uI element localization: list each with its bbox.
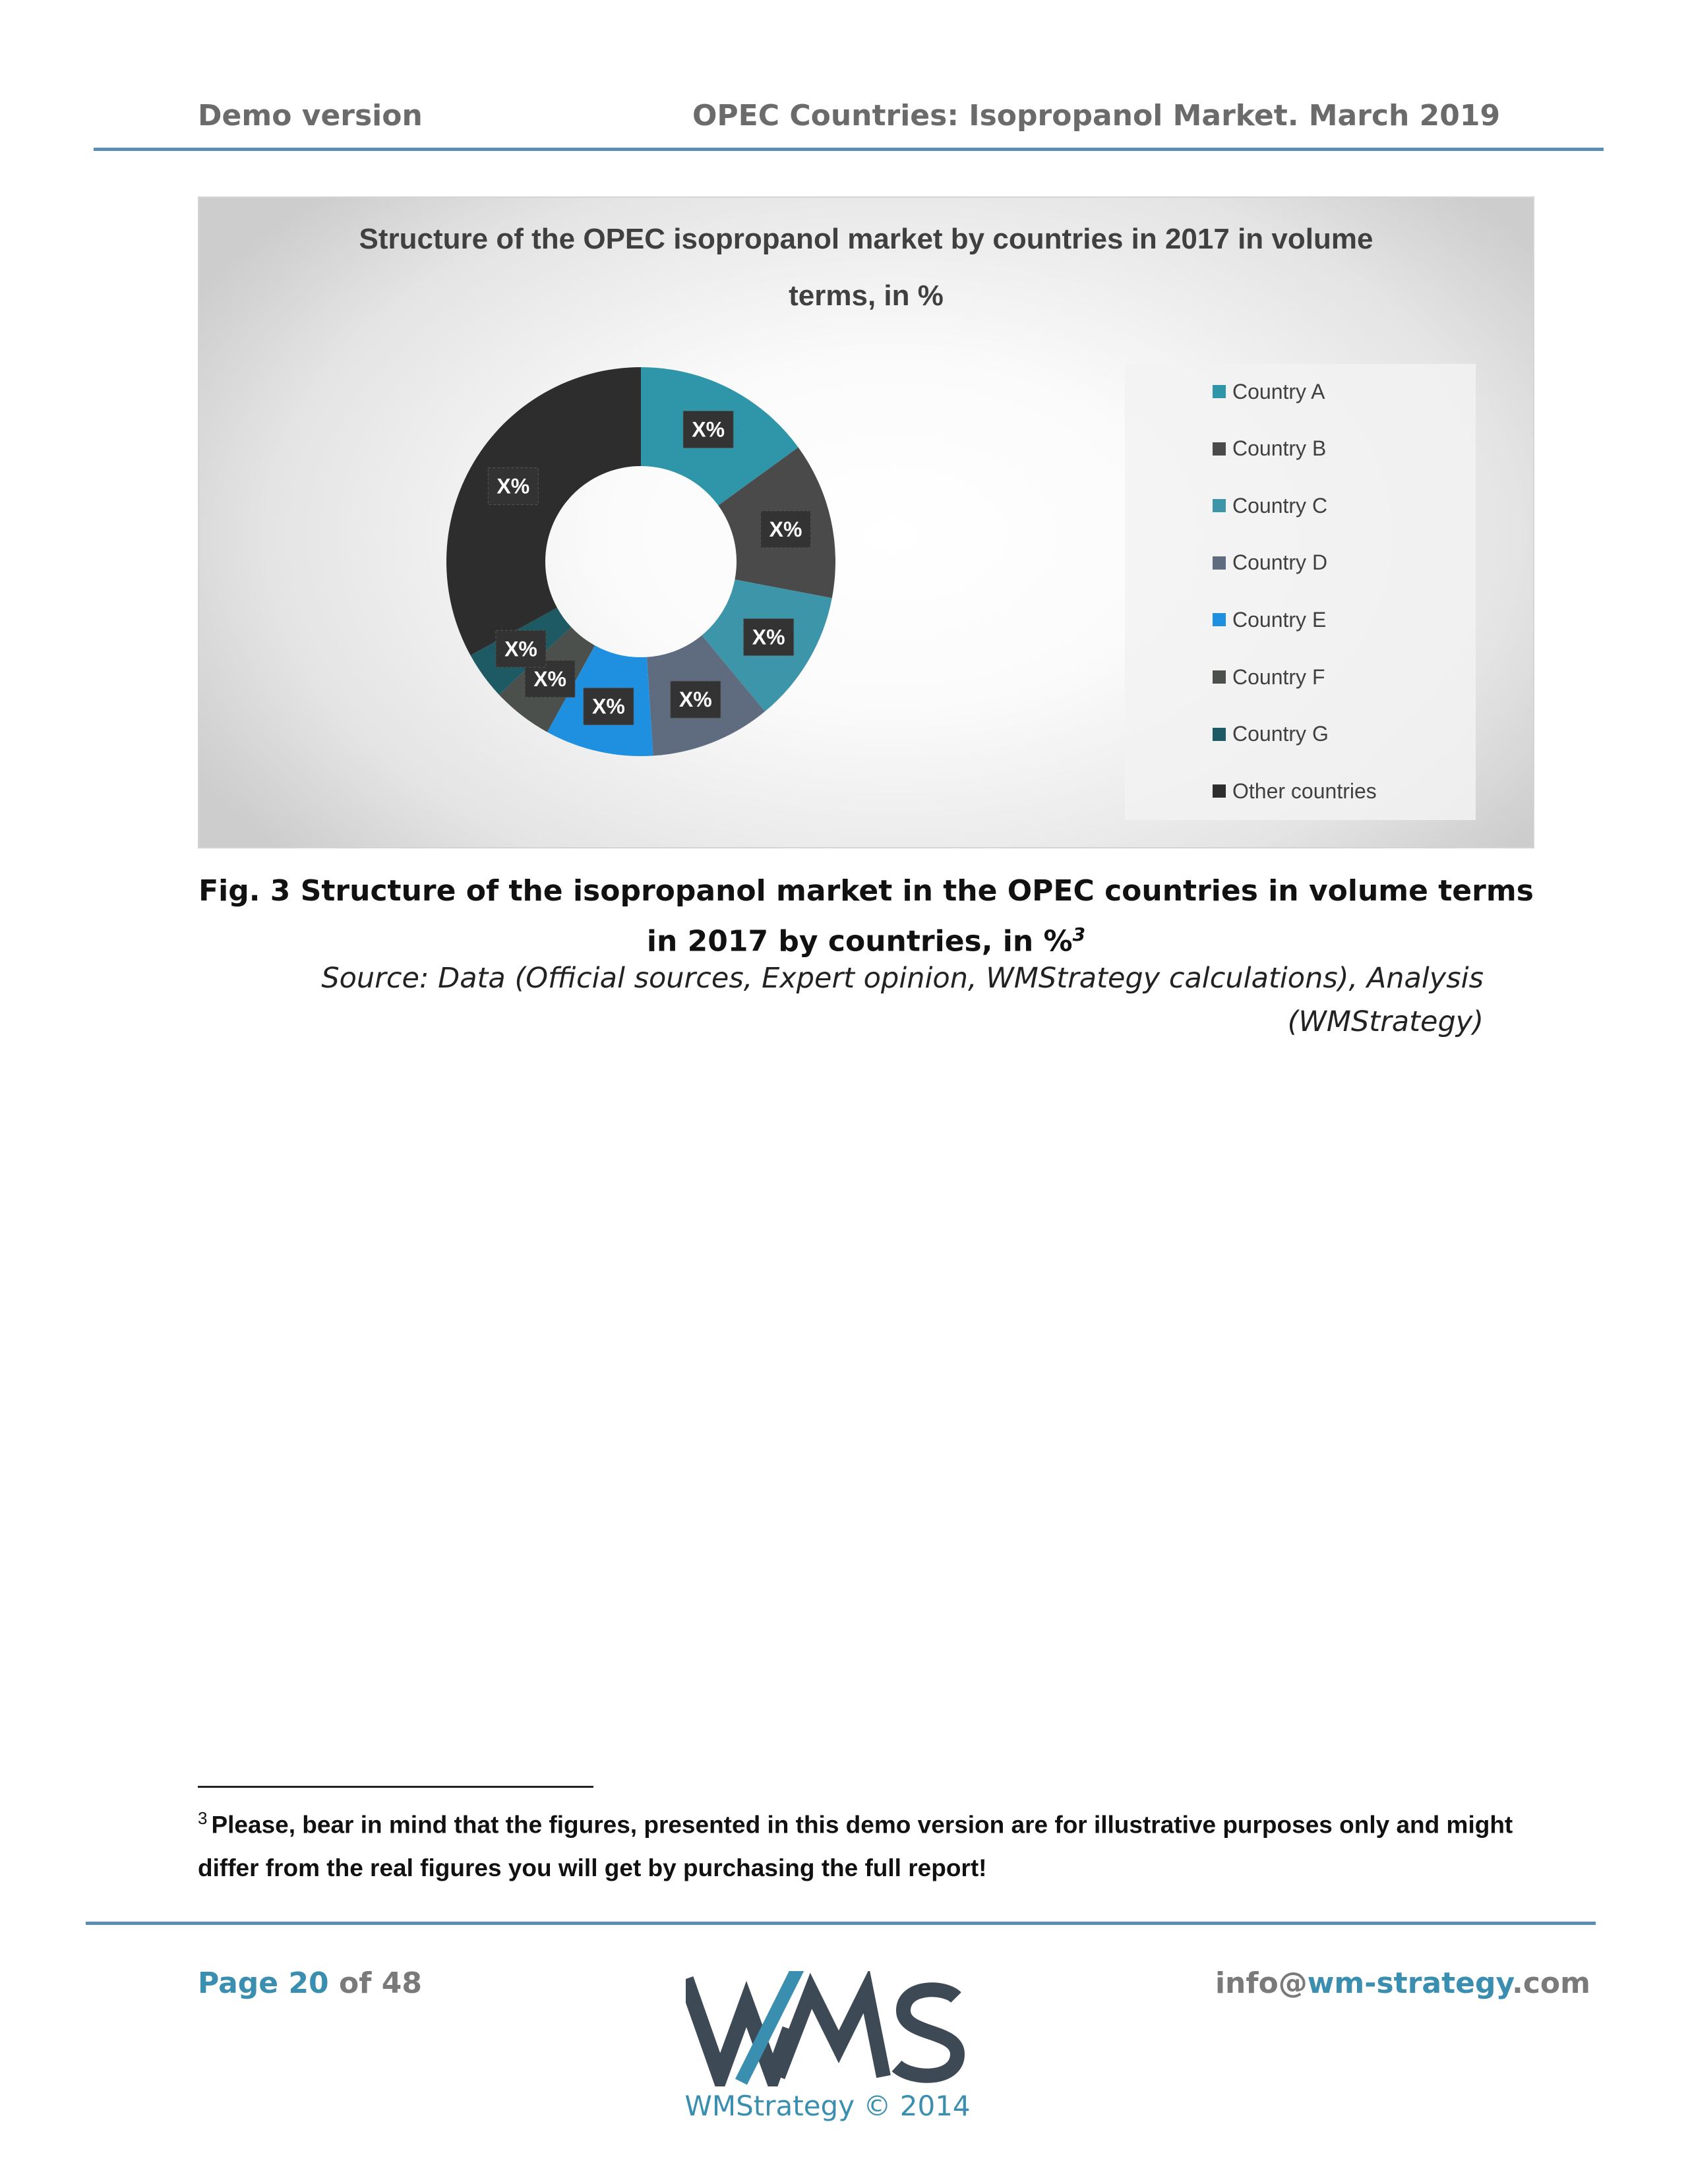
legend-label: Country G	[1232, 722, 1329, 746]
donut-slice-other-countries	[446, 367, 641, 655]
page-of-word: of	[339, 1966, 372, 2000]
legend-label: Other countries	[1232, 779, 1377, 803]
chart-title-line2: terms, in %	[789, 280, 944, 312]
chart-panel	[198, 196, 1534, 848]
data-label-text: X%	[678, 688, 712, 712]
legend-swatch	[1213, 670, 1226, 684]
data-label-text: X%	[752, 625, 785, 649]
legend-swatch	[1213, 385, 1226, 398]
legend-item-country-d	[1213, 547, 1327, 579]
wms-logo	[686, 1971, 969, 2086]
figure-source-line1: Source: Data (Official sources, Expert opinion, WMStrategy calculations), Analysis	[321, 962, 1484, 995]
data-label-country-c	[744, 619, 794, 656]
data-label-country-d	[671, 681, 721, 718]
legend-swatch	[1213, 613, 1226, 626]
figure-caption-line2-text: in 2017 by countries, in %	[646, 924, 1073, 959]
legend-label: Country B	[1232, 436, 1327, 461]
data-label-country-b	[761, 511, 811, 548]
legend-swatch	[1213, 442, 1226, 456]
data-label-country-g	[496, 630, 546, 667]
header-divider	[94, 148, 1604, 151]
logo-s-mark	[897, 1990, 957, 2075]
copyright-text: WMStrategy © 2014	[684, 2090, 971, 2122]
chart-title-line1: Structure of the OPEC isopropanol market by countries in 2017 in volume	[359, 223, 1373, 255]
legend-label: Country A	[1232, 379, 1325, 403]
legend-item-country-a	[1213, 376, 1325, 407]
figure-caption-line1: Fig. 3 Structure of the isopropanol market in the OPEC countries in volume terms	[198, 874, 1534, 908]
logo-m-mark	[778, 1991, 884, 2077]
data-label-text: X%	[769, 517, 802, 541]
legend-item-country-c	[1213, 490, 1327, 521]
legend-label: Country D	[1232, 550, 1328, 575]
legend-item-country-g	[1213, 719, 1329, 750]
legend-item-country-b	[1213, 433, 1326, 465]
legend-swatch	[1213, 556, 1226, 570]
legend-item-country-f	[1213, 661, 1325, 693]
data-label-text: X%	[692, 417, 725, 442]
page-word: Page	[198, 1966, 279, 2000]
data-label-text: X%	[592, 694, 625, 719]
email-suffix: .com	[1512, 1966, 1590, 2000]
legend-label: Country F	[1232, 664, 1325, 689]
legend-item-country-e	[1213, 604, 1326, 635]
footnote	[198, 1796, 1517, 1890]
legend-swatch	[1213, 784, 1226, 798]
page-total: 48	[381, 1966, 422, 2000]
data-label-text: X%	[504, 637, 537, 661]
page-number: 20	[288, 1966, 329, 2000]
data-label-country-e	[584, 688, 634, 725]
page-indicator	[198, 1966, 422, 2000]
figure-caption-footnote-ref: 3	[1072, 924, 1086, 945]
figure-source-line2: (WMStrategy)	[1287, 1005, 1484, 1038]
header-demo-label: Demo version	[198, 99, 423, 133]
legend-item-other-countries	[1213, 775, 1377, 807]
data-label-text: X%	[497, 474, 530, 498]
data-label-other-countries	[488, 467, 538, 504]
data-label-text: X%	[533, 666, 566, 691]
data-label-country-a	[683, 411, 733, 448]
legend-label: Country E	[1232, 607, 1327, 632]
footnote-text: Please, bear in mind that the figures, presented in this demo version are for illustrative purposes only and might differ from the real figures you will get by purchasing the full report!	[198, 1811, 1513, 1882]
footnote-number: 3	[198, 1808, 208, 1828]
footnote-divider	[198, 1786, 593, 1788]
legend-swatch	[1213, 499, 1226, 512]
header-report-title: OPEC Countries: Isopropanol Market. March 2019	[692, 99, 1501, 133]
email-prefix: info@	[1215, 1966, 1308, 2000]
contact-email[interactable]	[1215, 1966, 1590, 2000]
chart-legend	[1125, 364, 1476, 820]
legend-swatch	[1213, 728, 1226, 741]
logo-text: WMS	[686, 1971, 688, 1972]
footer-divider	[86, 1922, 1596, 1925]
email-domain: wm-strategy	[1307, 1966, 1513, 2000]
legend-label: Country C	[1232, 493, 1328, 517]
